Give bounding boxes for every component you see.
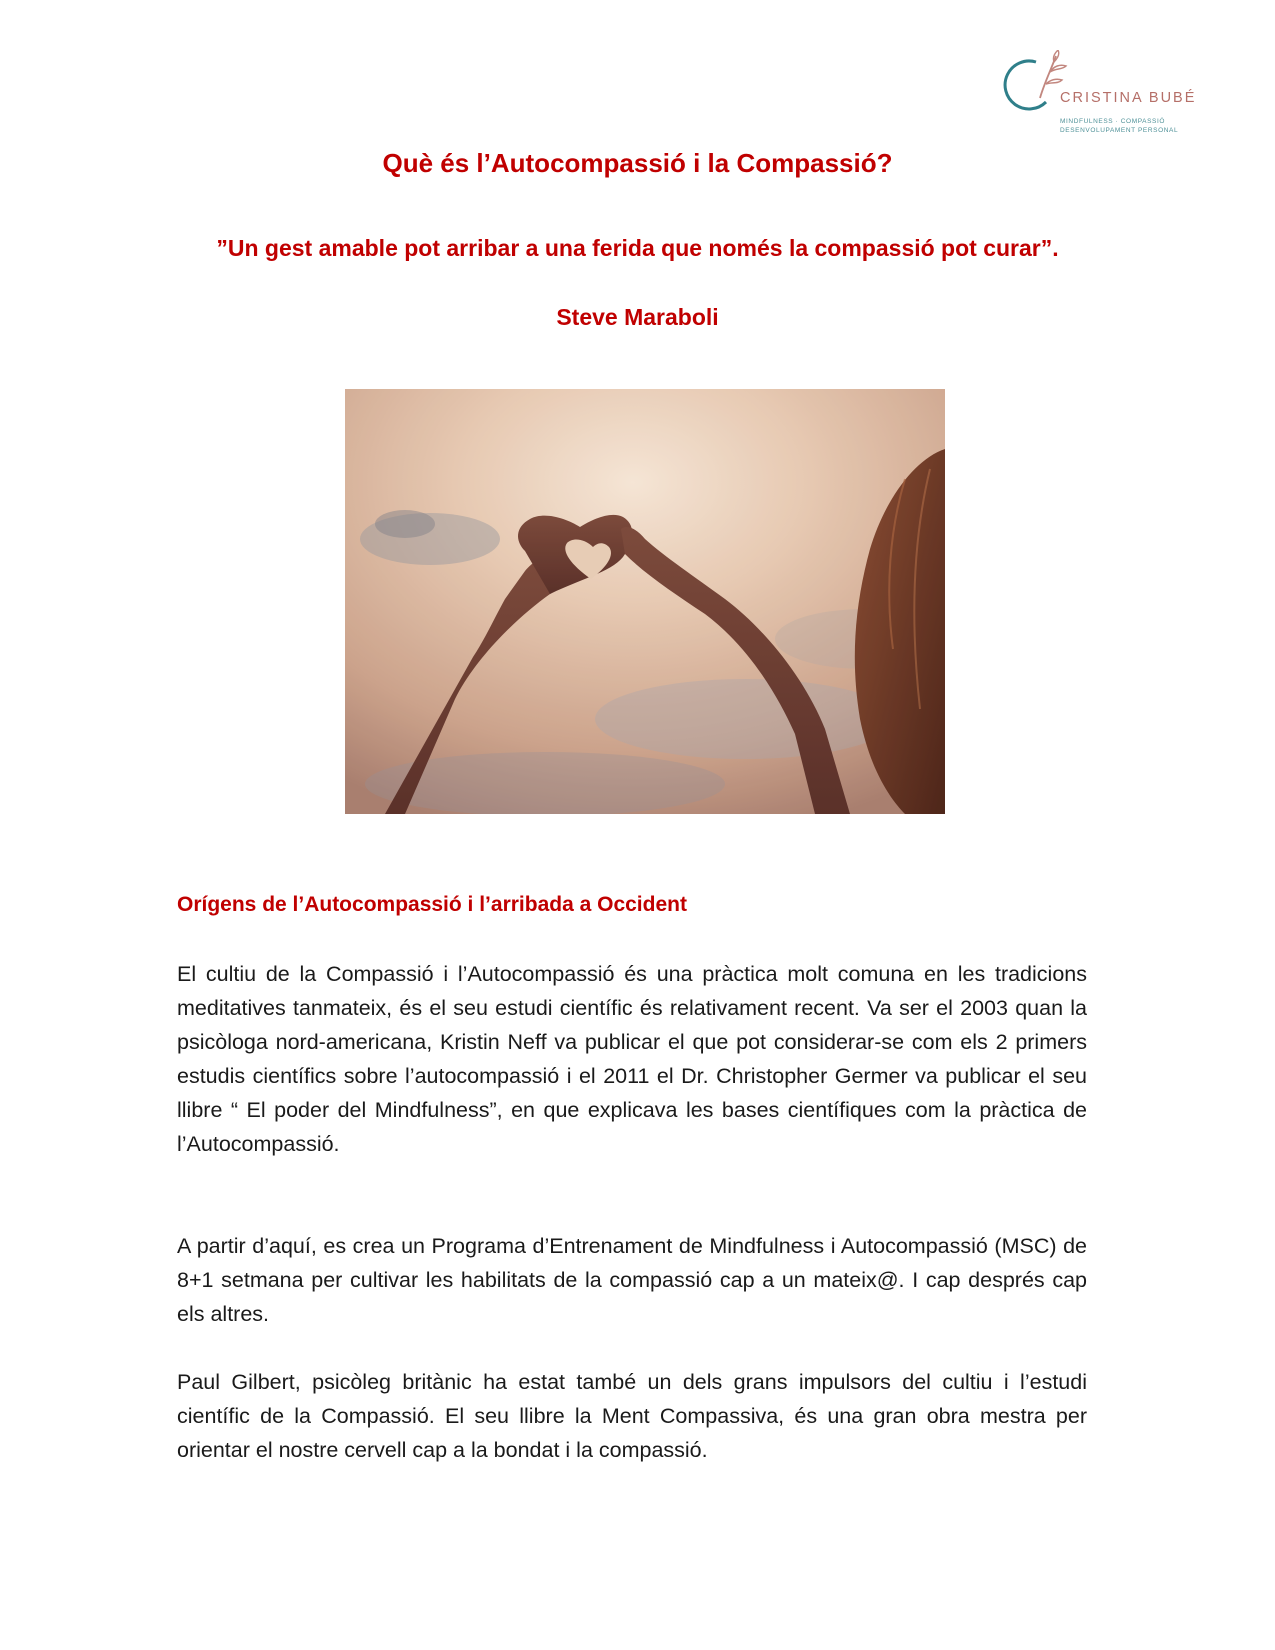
quote-text: ”Un gest amable pot arribar a una ferida que només la compassió pot curar”.	[216, 235, 1059, 261]
heart-hands-icon	[345, 389, 945, 814]
page-title: Què és l’Autocompassió i la Compassió?	[382, 148, 893, 178]
logo-tagline-line-2: DESENVOLUPAMENT PERSONAL	[1060, 126, 1179, 134]
logo-name: CRISTINA BUBÉ	[1060, 90, 1197, 106]
logo-mark-icon	[1000, 50, 1090, 120]
paragraph-1: El cultiu de la Compassió i l’Autocompassió és una pràctica molt comuna en les tradicions meditatives tanmateix, és el seu estudi científic és relativament recent. Va ser el 2003 quan la psicòloga nord-americana, Kristin Neff va publicar el que pot considerar-se com els 2 primers estudis científics sobre l’autocompassió i el 2011 el Dr. Christopher Germer va publicar el seu llibre “ El poder del Mindfulness”, en que explicava les bases científiques com la pràctica de l’Autocompassió.	[177, 962, 1087, 1156]
logo-tagline-line-1: MINDFULNESS · COMPASSIÓ	[1060, 118, 1166, 125]
paragraph-2: A partir d’aquí, es crea un Programa d’Entrenament de Mindfulness i Autocompassió (MSC) de 8+1 setmana per cultivar les habilitats de la compassió cap a un mateix@. I cap després cap els altres.	[177, 1234, 1087, 1326]
heart-hands-photo	[345, 389, 945, 814]
logo-tagline	[1060, 118, 1178, 135]
paragraph-3: Paul Gilbert, psicòleg britànic ha estat també un dels grans impulsors del cultiu i l’estudi científic de la Compassió. El seu llibre la Ment Compassiva, és una gran obra mestra per orientar el nostre cervell cap a la bondat i la compassió.	[177, 1370, 1087, 1462]
quote-author: Steve Maraboli	[556, 304, 719, 330]
section-heading: Orígens de l’Autocompassió i l’arribada a Occident	[177, 893, 687, 916]
brand-logo	[1000, 50, 1200, 140]
